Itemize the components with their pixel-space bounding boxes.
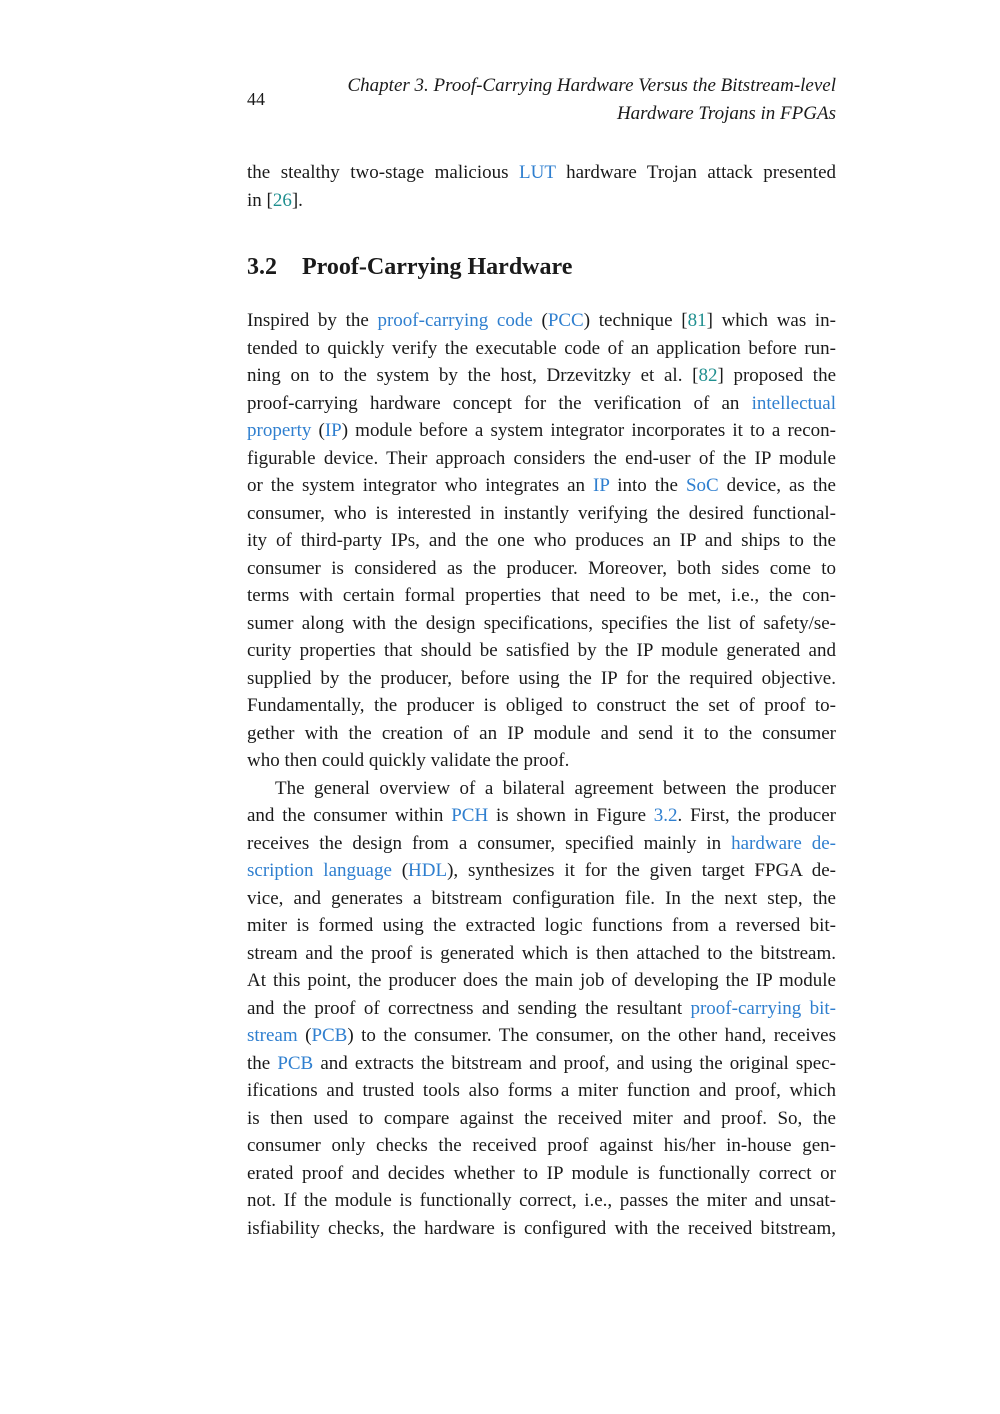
intro-paragraph — [247, 159, 836, 214]
text-line: stream and the proof is generated which is then attached to the bitstream. — [247, 942, 836, 964]
text-line: receives the design from a consumer, specified mainly in hardware de- — [247, 832, 836, 854]
glossary-link-pcb[interactable]: PCB — [311, 1025, 348, 1046]
running-head-line-1: Chapter 3. Proof-Carrying Hardware Versus the Bitstream-level — [347, 75, 836, 96]
page-number: 44 — [247, 89, 265, 109]
glossary-link-pcc[interactable]: PCC — [547, 310, 584, 331]
section-title: Proof-Carrying Hardware — [302, 254, 573, 280]
text-line: At this point, the producer does the main job of developing the IP module — [247, 970, 836, 991]
text-line: consumer, who is interested in instantly verifying the desired functional- — [247, 502, 836, 524]
text-line: or the system integrator who integrates an IP into the SoC device, as the — [247, 475, 836, 496]
text-line: isfiability checks, the hardware is configured with the received bitstream, — [247, 1217, 836, 1239]
citation-link-81[interactable]: 81 — [687, 310, 707, 331]
text-line: and the proof of correctness and sending the resultant proof-carrying bit- — [247, 997, 836, 1019]
paragraph-1 — [247, 307, 836, 775]
glossary-link-soc[interactable]: SoC — [685, 475, 719, 496]
glossary-link-ip[interactable]: IP — [593, 475, 610, 496]
text-line: The general overview of a bilateral agreement between the producer — [275, 777, 836, 799]
text-line: stream (PCB) to the consumer. The consumer, on the other hand, receives — [247, 1025, 836, 1046]
glossary-link-ip[interactable]: IP — [324, 420, 342, 441]
glossary-link-lut[interactable]: LUT — [519, 162, 556, 183]
text-line: and the consumer within PCH is shown in Figure 3.2. First, the producer — [247, 805, 836, 826]
text-line: figurable device. Their approach considers the end-user of the IP module — [247, 447, 836, 469]
text-line: erated proof and decides whether to IP module is functionally correct or — [247, 1162, 836, 1184]
text-line: curity properties that should be satisfied by the IP module generated and — [247, 640, 836, 661]
text-line: in [26]. — [247, 189, 303, 211]
text-line: property (IP) module before a system integrator incorporates it to a recon- — [247, 420, 837, 441]
glossary-link-hardware-description-language[interactable]: hardware de- — [731, 832, 836, 854]
body-text — [247, 159, 836, 1242]
text-line: miter is formed using the extracted logic functions from a reversed bit- — [247, 915, 836, 936]
glossary-link-hdl[interactable]: HDL — [408, 860, 448, 881]
glossary-link-proof-carrying-code[interactable]: proof-carrying code — [377, 310, 533, 331]
section-heading — [247, 252, 836, 282]
citation-link-26[interactable]: 26 — [272, 189, 292, 211]
glossary-link-hardware-description-language[interactable]: scription language — [247, 860, 392, 881]
text-line: ifications and trusted tools also forms a miter function and proof, which — [247, 1080, 836, 1101]
text-line: proof-carrying hardware concept for the verification of an intellectual — [247, 392, 836, 414]
text-line: who then could quickly validate the proof. — [247, 750, 570, 771]
text-line: not. If the module is functionally correct, i.e., passes the miter and unsat- — [247, 1190, 836, 1211]
text-line: the stealthy two-stage malicious LUT hardware Trojan attack presented — [247, 162, 836, 183]
glossary-link-proof-carrying-bitstream[interactable]: proof-carrying bit- — [690, 997, 836, 1019]
running-head-line-2: Hardware Trojans in FPGAs — [616, 102, 836, 124]
text-line: the PCB and extracts the bitstream and proof, and using the original spec- — [247, 1052, 837, 1074]
glossary-link-pcb[interactable]: PCB — [277, 1052, 314, 1074]
text-line: consumer is considered as the producer. Moreover, both sides come to — [247, 557, 836, 579]
paragraph-2 — [247, 775, 836, 1243]
text-line: supplied by the producer, before using the IP for the required objective. — [247, 667, 836, 689]
glossary-link-proof-carrying-bitstream[interactable]: stream — [247, 1025, 298, 1046]
glossary-link-intellectual-property[interactable]: intellectual — [751, 392, 836, 414]
figure-link-3-2[interactable]: 3.2 — [653, 805, 678, 826]
text-line: ity of third-party IPs, and the one who produces an IP and ships to the — [247, 530, 836, 551]
text-line: terms with certain formal properties that need to be met, i.e., the con- — [247, 585, 836, 606]
text-line: Inspired by the proof-carrying code (PCC) technique [81] which was in- — [247, 310, 837, 331]
text-line: Fundamentally, the producer is obliged to construct the set of proof to- — [247, 695, 836, 716]
text-line: consumer only checks the received proof against his/her in-house gen- — [247, 1135, 836, 1156]
citation-link-82[interactable]: 82 — [698, 365, 718, 386]
text-line: is then used to compare against the received miter and proof. So, the — [247, 1107, 836, 1129]
text-line: vice, and generates a bitstream configuration file. In the next step, the — [247, 887, 836, 909]
text-line: gether with the creation of an IP module and send it to the consumer — [247, 722, 836, 744]
text-line: ning on to the system by the host, Drzevitzky et al. [82] proposed the — [247, 365, 837, 386]
running-head — [276, 72, 836, 127]
glossary-link-pch[interactable]: PCH — [451, 805, 489, 826]
section-number: 3.2 — [247, 254, 277, 280]
text-line: sumer along with the design specifications, specifies the list of safety/se- — [247, 612, 836, 634]
text-line: scription language (HDL), synthesizes it for the given target FPGA de- — [247, 860, 837, 881]
glossary-link-intellectual-property[interactable]: property — [247, 420, 312, 441]
text-line: tended to quickly verify the executable code of an application before run- — [247, 337, 836, 359]
